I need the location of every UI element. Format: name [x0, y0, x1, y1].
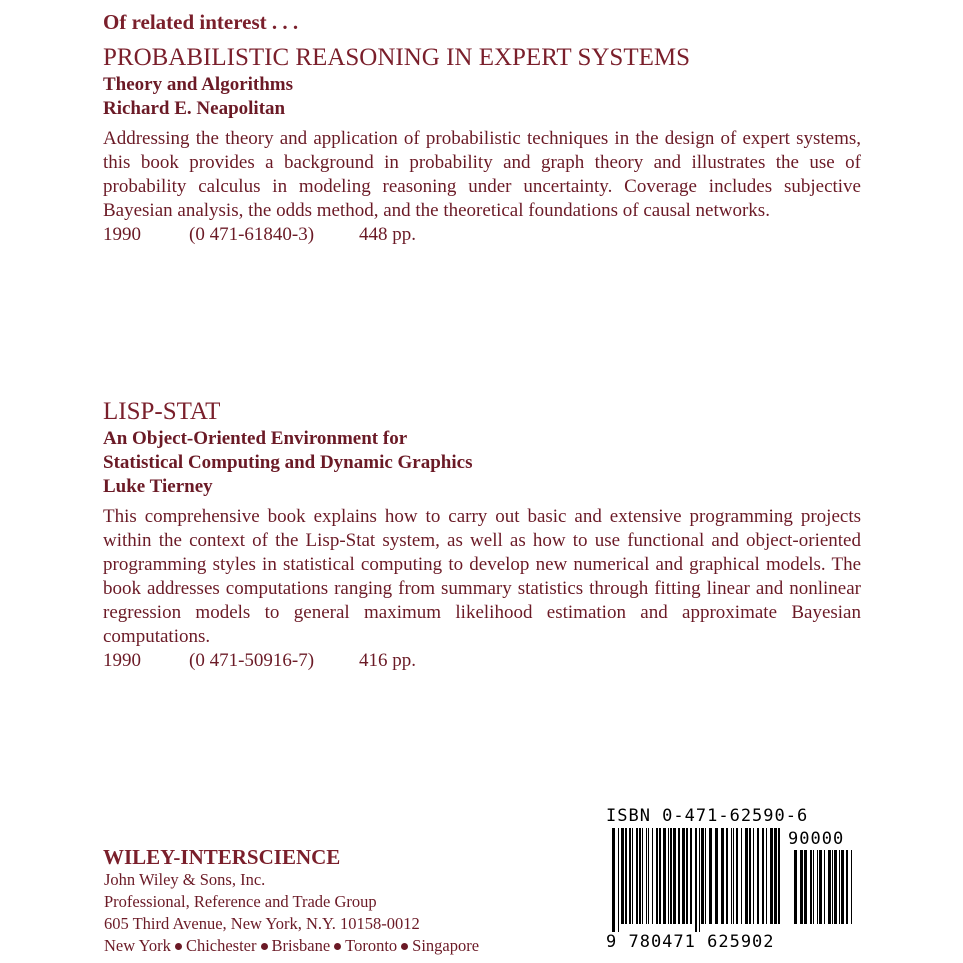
barcode-bar — [701, 828, 704, 924]
barcode-bar — [636, 828, 638, 924]
book-author: Luke Tierney — [103, 476, 213, 497]
publisher-group: Professional, Reference and Trade Group — [104, 892, 377, 911]
barcode-bar — [709, 828, 712, 924]
barcode-bar — [813, 850, 814, 924]
book-entry-probabilistic-reasoning — [103, 43, 873, 247]
related-interest-heading: Of related interest . . . — [103, 10, 299, 34]
barcode-price-code: 90000 — [788, 829, 845, 849]
barcode-bar — [804, 850, 807, 924]
barcode-bar — [753, 828, 754, 924]
barcode-bar — [678, 828, 680, 924]
barcode-bar — [690, 828, 692, 924]
ean-barcode-bars — [612, 828, 784, 932]
barcode-bar — [632, 828, 633, 924]
barcode-bar — [659, 828, 661, 924]
barcode-bar — [741, 828, 742, 924]
city-brisbane: Brisbane — [271, 936, 331, 955]
bullet-dot-icon — [175, 943, 182, 950]
barcode-bar — [846, 850, 848, 924]
barcode-bar — [668, 828, 669, 924]
barcode-bar — [656, 828, 658, 924]
bullet-dot-icon — [261, 943, 268, 950]
city-singapore: Singapore — [412, 936, 480, 955]
barcode-bar — [721, 828, 724, 924]
book-description: Addressing the theory and application of probabilistic techniques in the design of expert systems, this book provides a background in probability and graph theory and illustrates the use of probability calculus in modeling reasoning under uncertainty. Coverage includes subjective Bayesian analysis, the odds method, and the theoretical foundations of causal networks. — [103, 128, 861, 221]
barcode-bar — [639, 828, 641, 924]
bullet-dot-icon — [334, 943, 341, 950]
barcode-bar — [832, 850, 833, 924]
barcode-bar — [774, 828, 777, 924]
barcode-bar — [682, 828, 685, 924]
barcode-bar — [817, 850, 818, 924]
barcode-bar — [834, 850, 837, 924]
isbn-barcode — [602, 806, 867, 956]
barcode-bar — [745, 828, 748, 924]
ean-number: 9 780471 625902 — [606, 932, 775, 952]
barcode-bar — [715, 828, 718, 924]
book-publication-info — [103, 649, 873, 673]
publisher-cities — [103, 935, 573, 957]
book-subtitle-line-1: An Object-Oriented Environment for — [103, 428, 408, 449]
barcode-bar — [828, 850, 831, 924]
publisher-address: 605 Third Avenue, New York, N.Y. 10158-0012 — [104, 914, 420, 933]
book-title: PROBABILISTIC REASONING IN EXPERT SYSTEMS — [103, 44, 690, 71]
book-isbn: (0 471-50916-7) — [189, 650, 315, 671]
barcode-bar — [762, 828, 764, 924]
book-isbn: (0 471-61840-3) — [189, 224, 315, 245]
barcode-bar — [810, 850, 812, 924]
barcode-bar — [663, 828, 666, 924]
barcode-bar — [705, 828, 706, 924]
barcode-bar — [736, 828, 738, 924]
barcode-bar — [621, 828, 624, 924]
barcode-bar — [686, 828, 688, 924]
barcode-bar — [733, 828, 734, 924]
book-subtitle: Theory and Algorithms — [103, 74, 294, 95]
book-year: 1990 — [103, 650, 141, 671]
barcode-bar — [673, 828, 676, 924]
barcode-bar — [625, 828, 627, 924]
barcode-bar — [670, 828, 672, 924]
book-subtitle-line-2: Statistical Computing and Dynamic Graphics — [103, 452, 473, 473]
barcode-bar — [841, 850, 844, 924]
barcode-bar — [695, 828, 697, 932]
addon-barcode-bars — [794, 850, 856, 932]
book-title: LISP-STAT — [103, 398, 221, 425]
publisher-name: WILEY-INTERSCIENCE — [103, 845, 341, 869]
barcode-bar — [794, 850, 797, 924]
barcode-bar — [618, 828, 619, 932]
bullet-dot-icon — [401, 943, 408, 950]
isbn-label: ISBN 0-471-62590-6 — [606, 806, 809, 826]
barcode-bar — [648, 828, 649, 924]
barcode-bar — [699, 828, 700, 932]
barcode-bar — [824, 850, 825, 924]
book-description: This comprehensive book explains how to carry out basic and extensive programming projects within the context of the Lisp-Stat system, as well as how to use functional and object-oriented programming styles in statistical computing to develop new numerical and graphical models. The book addresses computations ranging from summary statistics through fitting linear and nonlinear regression models to general maximum likelihood estimation and approximate Bayesian computations. — [103, 506, 861, 647]
barcode-bar — [629, 828, 631, 924]
publisher-company: John Wiley & Sons, Inc. — [104, 870, 266, 889]
barcode-bar — [642, 828, 643, 924]
barcode-bar — [757, 828, 759, 924]
book-year: 1990 — [103, 224, 141, 245]
book-entry-lisp-stat — [103, 397, 873, 673]
city-chichester: Chichester — [185, 936, 257, 955]
barcode-bar — [726, 828, 728, 924]
barcode-bar — [749, 828, 751, 924]
barcode-bar — [646, 828, 647, 924]
barcode-bar — [800, 850, 803, 924]
publisher-block — [103, 845, 573, 957]
barcode-bar — [778, 828, 780, 924]
barcode-bar — [839, 850, 840, 924]
city-new-york: New York — [104, 936, 171, 955]
book-author: Richard E. Neapolitan — [103, 98, 286, 119]
city-toronto: Toronto — [345, 936, 398, 955]
book-pages: 448 pp. — [359, 224, 416, 245]
book-pages: 416 pp. — [359, 650, 416, 671]
barcode-bar — [766, 828, 767, 924]
barcode-bar — [612, 828, 615, 932]
barcode-bar — [851, 850, 852, 924]
barcode-bar — [731, 828, 732, 924]
barcode-bar — [652, 828, 653, 924]
barcode-bar — [770, 828, 773, 924]
barcode-bar — [819, 850, 822, 924]
book-publication-info — [103, 223, 873, 247]
